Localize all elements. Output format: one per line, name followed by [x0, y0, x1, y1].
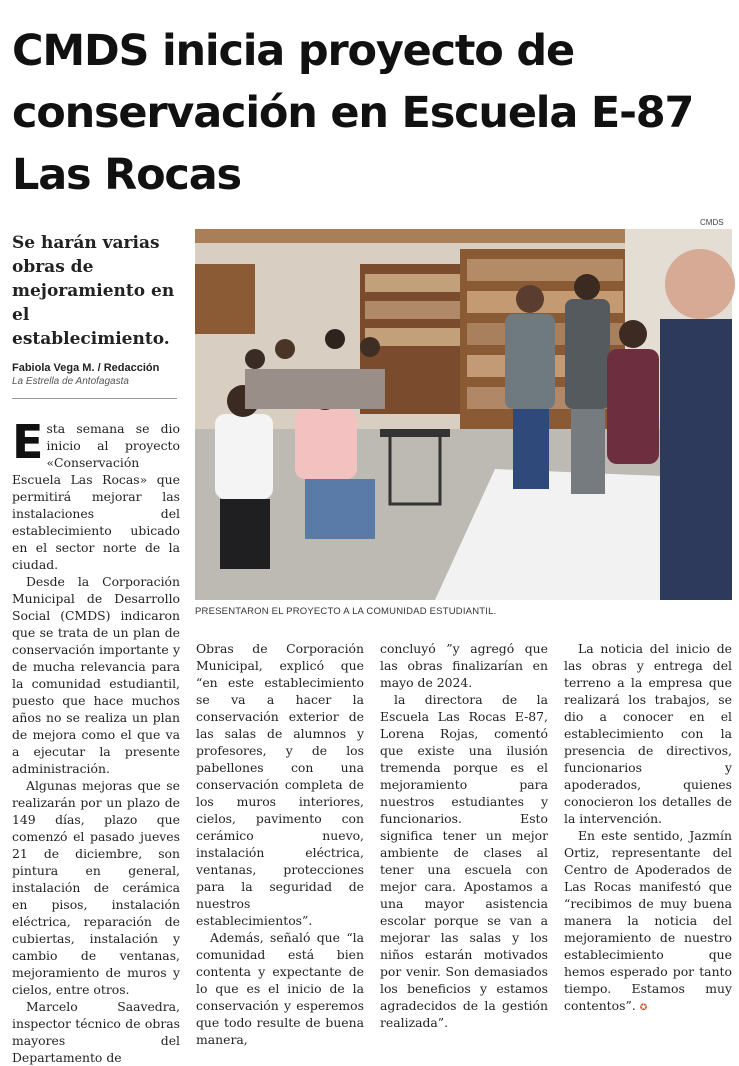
paragraph: Esta semana se dio inicio al proyecto «Conservación Escuela Las Rocas» que permitirá mejorar las instalaciones del establecimiento ubicado en el sector norte de la ciudad. [12, 415, 180, 572]
byline-outlet: La Estrella de Antofagasta [12, 376, 129, 387]
column-4 [564, 640, 732, 1017]
end-mark-icon: ✪ [639, 1003, 648, 1013]
paragraph: Marcelo Saavedra, inspector técnico de obras mayores del Departamento de [12, 999, 180, 1065]
classroom-illustration [195, 229, 732, 600]
column-3 [380, 640, 548, 1031]
paragraph: Desde la Corporación Municipal de Desarrollo Social (CMDS) indicaron que se trata de un plan de conservación importante y de mucha relevancia para la comunidad estudiantil, puesto que hace muchos años no se realiza un plan de mejora como el que va a ejecutar la presente administración. [12, 574, 180, 776]
divider [12, 398, 177, 399]
paragraph: Obras de Corporación Municipal, explicó que “en este establecimiento se va a hacer la conservación exterior de las salas de alumnos y profesores, y de los pabellones con una conservación completa de los muros interiores, cielos, pavimento con cerámico nuevo, instalación eléctrica, ventanas, protecciones para la seguridad de nuestros establecimientos”. [196, 641, 364, 928]
drop-cap: E [12, 415, 44, 469]
headline: CMDS inicia proyecto de conservación en Escuela E-87 Las Rocas [12, 26, 694, 200]
paragraph: Además, señaló que “la comunidad está bien contenta y expectante de lo que es el inicio de la conservación y esperemos que todo resulte de buena manera, [196, 930, 364, 1047]
paragraph: concluyó ”y agregó que las obras finalizarían en mayo de 2024. [380, 641, 548, 690]
photo-credit: CMDS [700, 218, 724, 227]
paragraph: En este sentido, Jazmín Ortiz, representante del Centro de Apoderados de Las Rocas manifestó que “recibimos de muy buena manera la noticia del mejoramiento de nuestro establecimiento que hemos esperado por tanto tiempo. Estamos muy contentos”. ✪ [564, 828, 732, 1013]
paragraph: la directora de la Escuela Las Rocas E-87, Lorena Rojas, comentó que existe una ilusión tremenda porque es el mejoramiento para nuestros estudiantes y funcionarios. Esto significa tener un mejor ambiente de clases al tener una escuela con mejor cara. Apostamos a una mayor asistencia escolar porque se van a mejorar las salas y los niños estarán motivados por venir. Son demasiados los beneficios y estamos agradecidos de la gestión realizada”. [380, 692, 548, 1030]
paragraph: Algunas mejoras que se realizarán por un plazo de 149 días, plazo que comenzó el pasado jueves 21 de diciembre, son pintura en general, instalación de cerámica en pisos, instalación eléctrica, reparación de cubiertas, instalación y cambio de ventanas, mejoramiento de muros y cielos, entre otros. [12, 778, 180, 997]
subtitle: Se harán varias obras de mejoramiento en el establecimiento. [12, 233, 175, 349]
byline-author: Fabiola Vega M. / Redacción [12, 362, 160, 374]
column-2 [196, 640, 364, 1048]
column-1 [12, 415, 180, 1066]
paragraph: La noticia del inicio de las obras y entrega del terreno a la empresa que realizará los trabajos, se dio a conocer en el establecimiento con la presencia de directivos, funcionarios y apoderados, quienes conocieron los detalles de la intervención. [564, 641, 732, 826]
photo-caption: PRESENTARON EL PROYECTO A LA COMUNIDAD ESTUDIANTIL. [195, 606, 497, 617]
article-photo [195, 229, 732, 600]
